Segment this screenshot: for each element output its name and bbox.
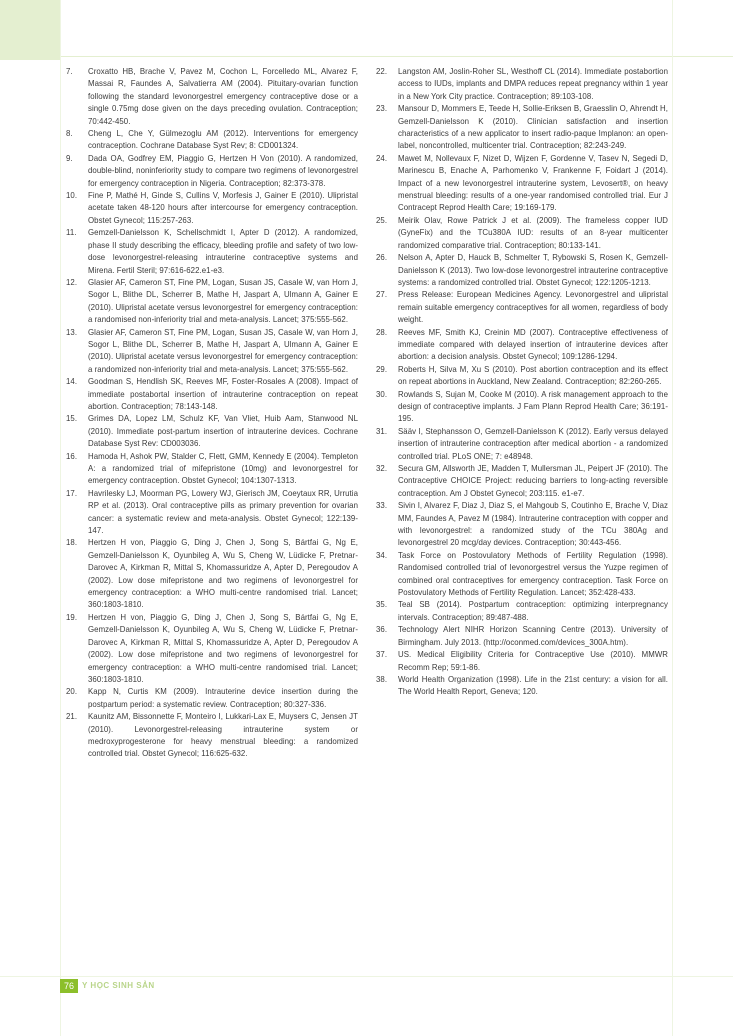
reference-item: [374, 674, 668, 699]
reference-text: Secura GM, Allsworth JE, Madden T, Mullersman JL, Peipert JF (2010). The Contraceptive CHOICE Project: reducing barriers to long-acting reversible contraception. Am J Obstet Gynecol; 203:115. e1-e7.: [398, 464, 668, 498]
reference-text: Hertzen H von, Piaggio G, Ding J, Chen J, Song S, Bártfai G, Ng E, Gemzell-Danielsson K, Oyunbileg A, Wu S, Cheng W, Lüdicke F, Pretnar-Darovec A, Kirkman R, Mittal S, Khomassuridze A, Apter D, Peregoudov A (2002). Low dose mifepristone and two regimens of levonorgestrel for emergency contraception: a WHO multi-centre randomised trial. Lancet; 360:1803-1810.: [88, 538, 358, 610]
reference-number: 16.: [66, 451, 78, 461]
reference-number: 19.: [66, 612, 78, 622]
reference-number: 36.: [376, 625, 388, 635]
reference-number: 38.: [376, 674, 388, 684]
reference-item: [374, 215, 668, 252]
reference-item: [374, 327, 668, 364]
reference-text: Technology Alert NIHR Horizon Scanning Centre (2013). University of Birmingham. July 2013. (http://oconmed.com/devices_300A.htm).: [398, 625, 668, 647]
reference-item: [374, 389, 668, 426]
reference-item: [374, 426, 668, 463]
top-rule: [60, 56, 733, 57]
reference-text: Kapp N, Curtis KM (2009). Intrauterine device insertion during the postpartum period: a systematic review. Contraception; 80:327-336.: [88, 687, 358, 709]
reference-item: [64, 376, 358, 413]
reference-text: Havrilesky LJ, Moorman PG, Lowery WJ, Gierisch JM, Coeytaux RR, Urrutia RP et al. (2013). Oral contraceptive pills as primary prevention for ovarian cancer: a systematic review and meta-analysis. Obstet Gynecol; 122:139-147.: [88, 488, 358, 536]
references-columns: [64, 66, 668, 961]
reference-number: 21.: [66, 712, 78, 722]
reference-item: [64, 488, 358, 538]
reference-number: 7.: [66, 67, 73, 76]
reference-number: 32.: [376, 464, 388, 473]
reference-item: [374, 364, 668, 389]
reference-text: US. Medical Eligibility Criteria for Contraceptive Use (2010). MMWR Recomm Rep; 59:1-86.: [398, 650, 668, 672]
reference-text: Hertzen H von, Piaggio G, Ding J, Chen J, Song S, Bártfai G, Ng E, Gemzell-Danielsson K, Oyunbileg A, Wu S, Cheng W, Lüdicke F, Pretnar-Darovec A, Kirkman R, Mittal S, Khomassuridze A, Apter D, Peregoudov A (2002). Low dose mifepristone and two regimens of levonorgestrel for emergency contraception: a WHO multi-centre randomised trial. Lancet; 360:1803-1810.: [88, 612, 358, 684]
references-right-column: [374, 66, 668, 961]
reference-text: Mansour D, Mommers E, Teede H, Sollie-Eriksen B, Graesslin O, Ahrendt H, Gemzell-Danielsson K (2010). Clinician satisfaction and insertion characteristics of a new applicator to insert radio-paque Implanon: an open-label, noncontrolled, multicenter trial. Contraception; 82:243-249.: [398, 104, 668, 151]
reference-number: 34.: [376, 550, 388, 560]
reference-item: [374, 252, 668, 289]
reference-number: 37.: [376, 650, 388, 660]
reference-item: [374, 153, 668, 215]
reference-number: 29.: [376, 364, 388, 374]
reference-text: Roberts H, Silva M, Xu S (2010). Post abortion contraception and its effect on repeat abortions in Auckland, New Zealand. Contraception; 82:260-265.: [398, 364, 668, 387]
reference-number: 20.: [66, 687, 78, 697]
reference-number: 17.: [66, 488, 78, 498]
reference-list-left: [64, 66, 358, 761]
reference-text: Meirik Olav, Rowe Patrick J et al. (2009). The frameless copper IUD (GyneFix) and the TCu380A IUD: results of an 8-year multicenter randomized comparative trial. Contraception; 80:133-141.: [398, 215, 668, 250]
reference-item: [374, 463, 668, 500]
reference-item: [64, 128, 358, 153]
reference-number: 31.: [376, 426, 388, 436]
reference-text: Teal SB (2014). Postpartum contraception: optimizing interpregnancy intervals. Contraception; 89:487-488.: [398, 600, 668, 622]
reference-item: [64, 277, 358, 327]
reference-text: Glasier AF, Cameron ST, Fine PM, Logan, Susan JS, Casale W, van Horn J, Sogor L, Blithe DL, Scherrer B, Mathe H, Jaspart A, Ulmann A, Gainer E (2010). Ulipristal acetate versus levonorgestrel for emergency contraception: a randomized non-inferiority trial and meta-analysis. Lancet; 375:555-562.: [88, 327, 358, 374]
reference-item: [374, 599, 668, 624]
reference-text: Langston AM, Joslin-Roher SL, Westhoff CL (2014). Immediate postabortion access to IUDs, implants and DMPA reduces repeat pregnancy within 1 year in a New York City practice. Contraception; 89:103-108.: [398, 67, 668, 101]
reference-item: [64, 153, 358, 190]
reference-text: Dada OA, Godfrey EM, Piaggio G, Hertzen H Von (2010). A randomized, double-blind, noninferiority study to compare two regimens of levonorgestrel for emergency contraception in Nigeria. Contraception; 82:373-378.: [88, 153, 358, 188]
reference-number: 22.: [376, 67, 388, 76]
reference-item: [64, 227, 358, 277]
reference-number: 18.: [66, 538, 78, 548]
reference-text: Grimes DA, Lopez LM, Schulz KF, Van Vliet, Huib Aam, Stanwood NL (2010). Immediate post-partum insertion of intrauterine devices. Cochrane Database Syst Rev: CD003036.: [88, 414, 358, 449]
reference-number: 27.: [376, 290, 388, 300]
reference-item: [64, 451, 358, 488]
reference-number: 10.: [66, 191, 78, 201]
reference-number: 33.: [376, 501, 388, 511]
reference-item: [64, 711, 358, 761]
reference-list-right: [374, 66, 668, 699]
reference-number: 35.: [376, 600, 388, 610]
reference-item: [374, 289, 668, 326]
page-number: 76: [60, 979, 78, 993]
reference-number: 24.: [376, 153, 388, 163]
left-margin-rule: [60, 0, 61, 1036]
reference-text: Croxatto HB, Brache V, Pavez M, Cochon L, Forcelledo ML, Alvarez F, Massai R, Faundes A, Salvatierra AM (2004). Pituitary-ovarian function following the standard levonorgestrel emergency contraceptive dose or a single 0.75mg dose given on the days preceding ovulation. Contraception; 70:442-450.: [88, 67, 358, 126]
reference-text: Cheng L, Che Y, Gülmezoglu AM (2012). Interventions for emergency contraception. Cochrane Database Syst Rev; 8: CD001324.: [88, 129, 358, 151]
reference-text: Mawet M, Nollevaux F, Nizet D, Wijzen F, Gordenne V, Tasev N, Segedi D, Marinescu B, Enache A, Parhomenko V, Frankenne F, Foidart J (2014). Impact of a new levonorgestrel intrauterine system, Levosert®, on heavy menstrual bleeding: results of a one-year randomised controlled trial. Eur J Contracept Reprod Health Care; 19:169-179.: [398, 153, 668, 213]
reference-text: Goodman S, Hendlish SK, Reeves MF, Foster-Rosales A (2008). Impact of immediate postabortal insertion of intrauterine contraception on repeat abortion. Contraception; 78:143-148.: [88, 377, 358, 411]
reference-number: 15.: [66, 414, 78, 424]
reference-number: 30.: [376, 389, 388, 399]
reference-text: Sivin I, Alvarez F, Diaz J, Diaz S, el Mahgoub S, Coutinho E, Brache V, Diaz MM, Faundes A, Pavez M (1984). Intrauterine contraception with copper and with levonorgestrel: a randomized study of the TCu 380Ag and levonorgestrel 20 mcg/day devices. Contraception; 30:443-456.: [398, 501, 668, 548]
reference-number: 12.: [66, 277, 78, 287]
reference-text: Kaunitz AM, Bissonnette F, Monteiro I, Lukkari-Lax E, Muysers C, Jensen JT (2010). Levonorgestrel-releasing intrauterine system or medroxyprogesterone for heavy menstrual bleeding: a randomized controlled trial. Obstet Gynecol; 116:625-632.: [88, 712, 358, 759]
bottom-rule: [0, 976, 733, 977]
reference-text: Task Force on Postovulatory Methods of Fertility Regulation (1998). Randomised controlled trial of levonorgestrel versus the Yuzpe regimen of combined oral contraceptives for emergency contraception. Task Force on Postovulatory Methods of Fertility Regulation. Lancet; 352:428-433.: [398, 550, 668, 598]
reference-item: [374, 550, 668, 600]
reference-item: [374, 103, 668, 153]
reference-number: 23.: [376, 104, 388, 114]
reference-item: [64, 327, 358, 377]
reference-text: Hamoda H, Ashok PW, Stalder C, Flett, GMM, Kennedy E (2004). Templeton A: a randomized trial of mifepristone (10mg) and levonorgestrel for emergency contraception. Obstet Gynecol; 104:1307-1313.: [88, 451, 358, 486]
right-margin-rule: [672, 0, 673, 1036]
reference-item: [64, 537, 358, 611]
reference-item: [64, 686, 358, 711]
corner-block: [0, 0, 60, 60]
reference-number: 8.: [66, 129, 73, 139]
reference-text: Sääv I, Stephansson O, Gemzell-Danielsson K (2012). Early versus delayed insertion of intrauterine contraception after medical abortion - a randomized controlled trial. PLoS ONE; 7: e48948.: [398, 426, 668, 461]
reference-item: [64, 612, 358, 686]
reference-number: 13.: [66, 327, 78, 337]
reference-number: 9.: [66, 153, 73, 163]
reference-number: 11.: [66, 228, 77, 238]
reference-text: Fine P, Mathé H, Ginde S, Cullins V, Morfesis J, Gainer E (2010). Ulipristal acetate taken 48-120 hours after intercourse for emergency contraception. Obstet Gynecol; 115:257-263.: [88, 191, 358, 225]
reference-text: Press Release: European Medicines Agency. Levonorgestrel and ulipristal remain suitable emergency contraceptives for all women, regardless of body weight.: [398, 290, 668, 325]
reference-text: Rowlands S, Sujan M, Cooke M (2010). A risk management approach to the design of contraceptive implants. J Fam Plann Reprod Health Care; 36:191-195.: [398, 389, 668, 424]
journal-name: Y HỌC SINH SẢN: [82, 981, 155, 990]
reference-item: [64, 66, 358, 128]
reference-item: [374, 624, 668, 649]
reference-text: Gemzell-Danielsson K, Schellschmidt I, Apter D (2012). A randomized, phase II study describing the efficacy, bleeding profile and safety of two low-dose levonorgestrel-releasing intrauterine contraceptive systems and Mirena. Fertil Steril; 97:616-622.e1-e3.: [88, 228, 358, 275]
reference-number: 26.: [376, 253, 388, 263]
reference-item: [64, 413, 358, 450]
reference-text: Glasier AF, Cameron ST, Fine PM, Logan, Susan JS, Casale W, van Horn J, Sogor L, Blithe DL, Scherrer B, Mathe H, Jaspart A, Ulmann A, Gainer E (2010). Ulipristal acetate versus levonorgestrel for emergency contraception: a randomised non-inferiority trial and meta-analysis. Lancet; 375:555-562.: [88, 277, 358, 325]
reference-number: 25.: [376, 215, 388, 225]
reference-number: 28.: [376, 327, 388, 337]
reference-item: [374, 649, 668, 674]
references-left-column: [64, 66, 358, 961]
reference-item: [374, 500, 668, 550]
reference-item: [374, 66, 668, 103]
reference-number: 14.: [66, 377, 78, 387]
reference-text: Nelson A, Apter D, Hauck B, Schmelter T, Rybowski S, Rosen K, Gemzell-Danielsson K (2013). Two low-dose levonorgestrel intrauterine contraceptive systems: a randomized controlled trial. Obstet Gynecol; 122:1205-1213.: [398, 253, 668, 287]
reference-text: Reeves MF, Smith KJ, Creinin MD (2007). Contraceptive effectiveness of immediate compared with delayed insertion of intrauterine devices after abortion: a decision analysis. Obstet Gynecol; 109:1286-1294.: [398, 327, 668, 362]
reference-item: [64, 190, 358, 227]
reference-text: World Health Organization (1998). Life in the 21st century: a vision for all. The World Health Report, Geneva; 120.: [398, 674, 668, 697]
